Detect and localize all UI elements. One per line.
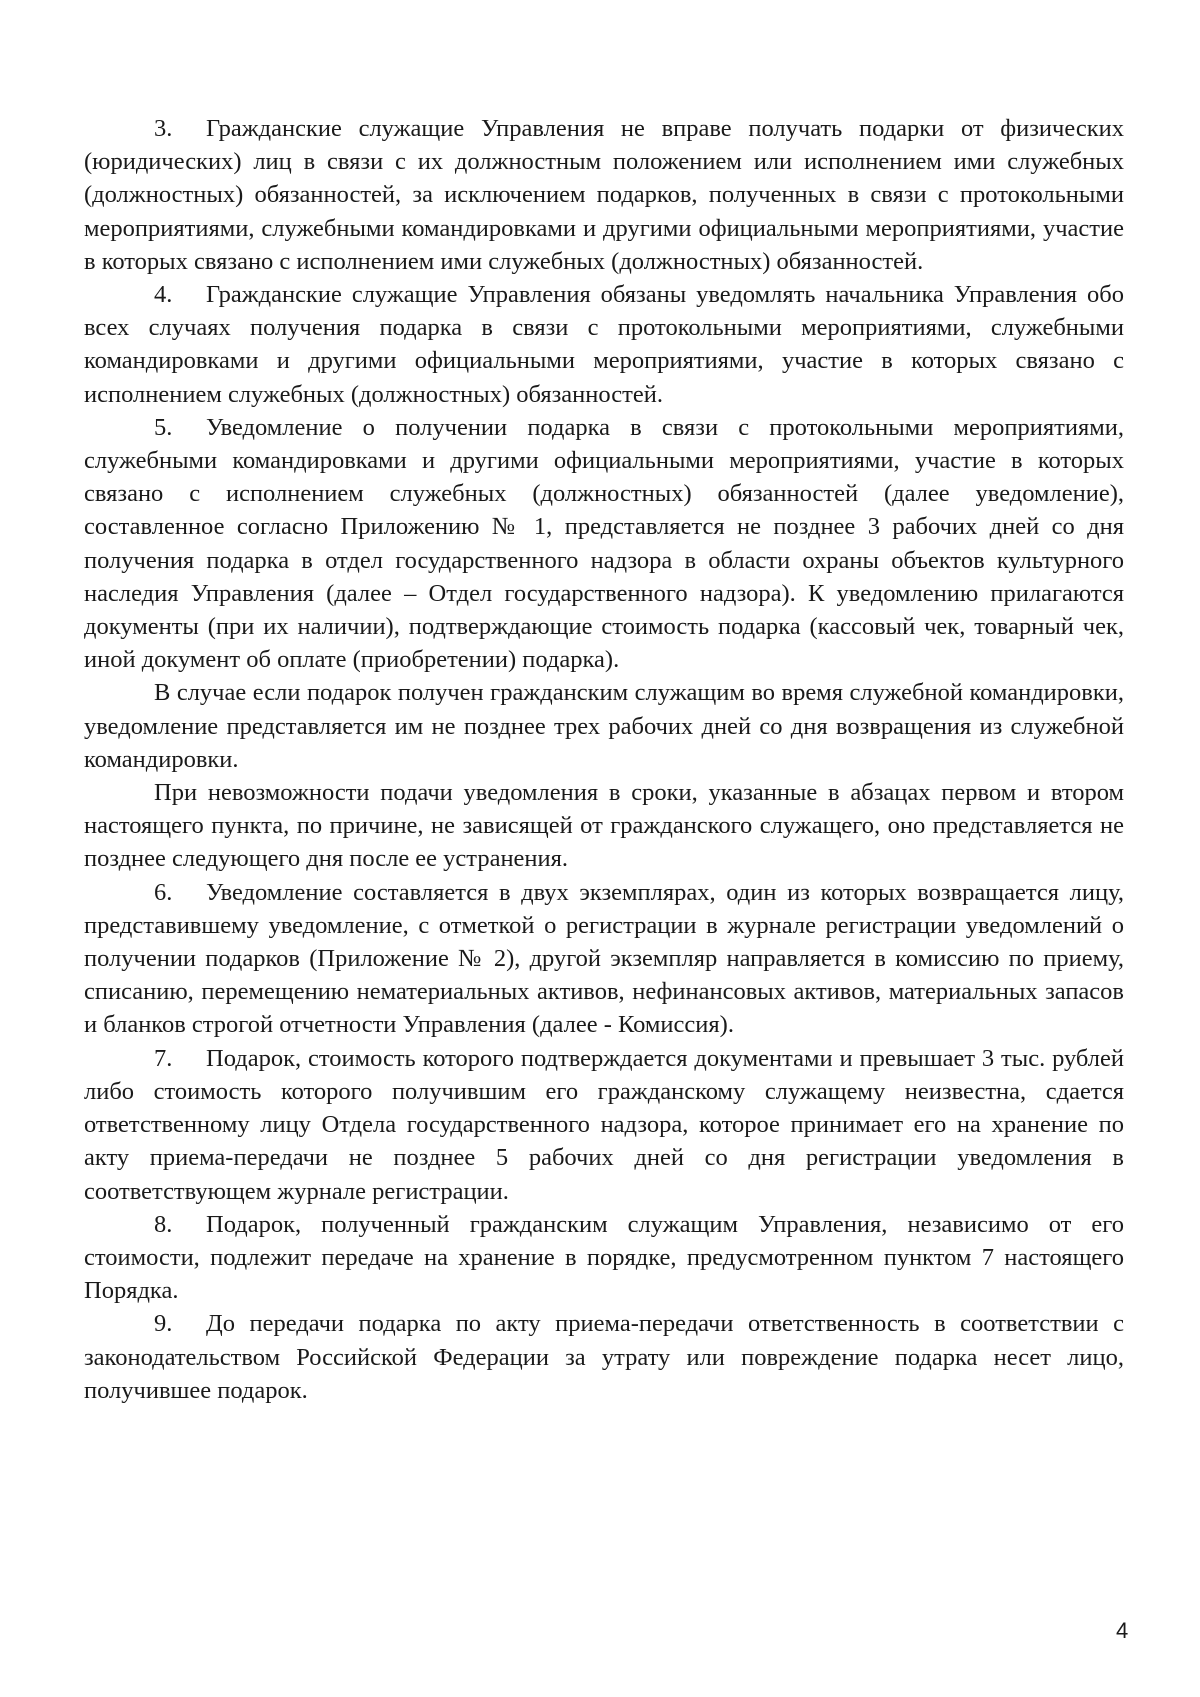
- paragraph-number: 7.: [154, 1044, 173, 1072]
- paragraph-number: 4.: [154, 281, 173, 309]
- paragraph-3: [84, 112, 1124, 278]
- paragraph-text: Подарок, полученный гражданским служащим Управления, независимо от его стоимости, подлежит передаче на хранение в порядке, предусмотренном пунктом 7 настоящего Порядка.: [84, 1210, 1124, 1305]
- paragraph-number: 6.: [154, 878, 173, 906]
- paragraph-number: 9.: [154, 1310, 173, 1338]
- paragraph-6: [84, 876, 1124, 1042]
- paragraph-8: [84, 1208, 1124, 1308]
- paragraph-text: Уведомление составляется в двух экземплярах, один из которых возвращается лицу, представившему уведомление, с отметкой о регистрации в журнале регистрации уведомлений о получении подарков (Приложение № 2), другой экземпляр направляется в комиссию по приему, списанию, перемещению нематериальных активов, нефинансовых активов, материальных запасов и бланков строгой отчетности Управления (далее - Комиссия).: [84, 878, 1124, 1039]
- paragraph-5-business-trip: [84, 676, 1124, 776]
- paragraph-text: В случае если подарок получен гражданским служащим во время служебной командировки, уведомление представляется им не позднее трех рабочих дней со дня возвращения из служебной командировки.: [84, 679, 1124, 773]
- paragraph-9: [84, 1307, 1124, 1407]
- paragraph-4: [84, 278, 1124, 411]
- paragraph-number: 8.: [154, 1210, 173, 1238]
- page-number: 4: [1116, 1618, 1129, 1643]
- document-body: [84, 112, 1124, 1407]
- paragraph-text: Подарок, стоимость которого подтверждается документами и превышает 3 тыс. рублей либо стоимость которого получившим его гражданскому служащему неизвестна, сдается ответственному лицу Отдела государственного надзора, которое принимает его на хранение по акту приема-передачи не позднее 5 рабочих дней со дня регистрации уведомления в соответствующем журнале регистрации.: [84, 1044, 1124, 1205]
- paragraph-text: При невозможности подачи уведомления в сроки, указанные в абзацах первом и втором настоящего пункта, по причине, не зависящей от гражданского служащего, оно представляется не позднее следующего дня после ее устранения.: [84, 779, 1124, 873]
- paragraph-7: [84, 1042, 1124, 1208]
- paragraph-5-impossibility: [84, 776, 1124, 876]
- paragraph-5: [84, 411, 1124, 677]
- paragraph-text: До передачи подарка по акту приема-передачи ответственность в соответствии с законодательством Российской Федерации за утрату или повреждение подарка несет лицо, получившее подарок.: [84, 1310, 1124, 1404]
- paragraph-number: 3.: [154, 115, 173, 142]
- paragraph-text: Гражданские служащие Управления обязаны уведомлять начальника Управления обо всех случаях получения подарка в связи с протокольными мероприятиями, служебными командировками и другими официальными мероприятиями, участие в которых связано с исполнением служебных (должностных) обязанностей.: [84, 281, 1124, 408]
- paragraph-text: Гражданские служащие Управления не вправе получать подарки от физических (юридических) лиц в связи с их должностным положением или исполнением ими служебных (должностных) обязанностей, за исключением подарков, полученных в связи с протокольными мероприятиями, служебными командировками и другими официальными мероприятиями, участие в которых связано с исполнением ими служебных (должностных) обязанностей.: [84, 115, 1124, 275]
- paragraph-text: Уведомление о получении подарка в связи с протокольными мероприятиями, служебными командировками и другими официальными мероприятиями, участие в которых связано с исполнением служебных (должностных) обязанностей (далее уведомление), составленное согласно Приложению № 1, представляется не позднее 3 рабочих дней со дня получения подарка в отдел государственного надзора в области охраны объектов культурного наследия Управления (далее – Отдел государственного надзора). К уведомлению прилагаются документы (при их наличии), подтверждающие стоимость подарка (кассовый чек, товарный чек, иной документ об оплате (приобретении) подарка).: [84, 413, 1124, 674]
- paragraph-number: 5.: [154, 413, 173, 441]
